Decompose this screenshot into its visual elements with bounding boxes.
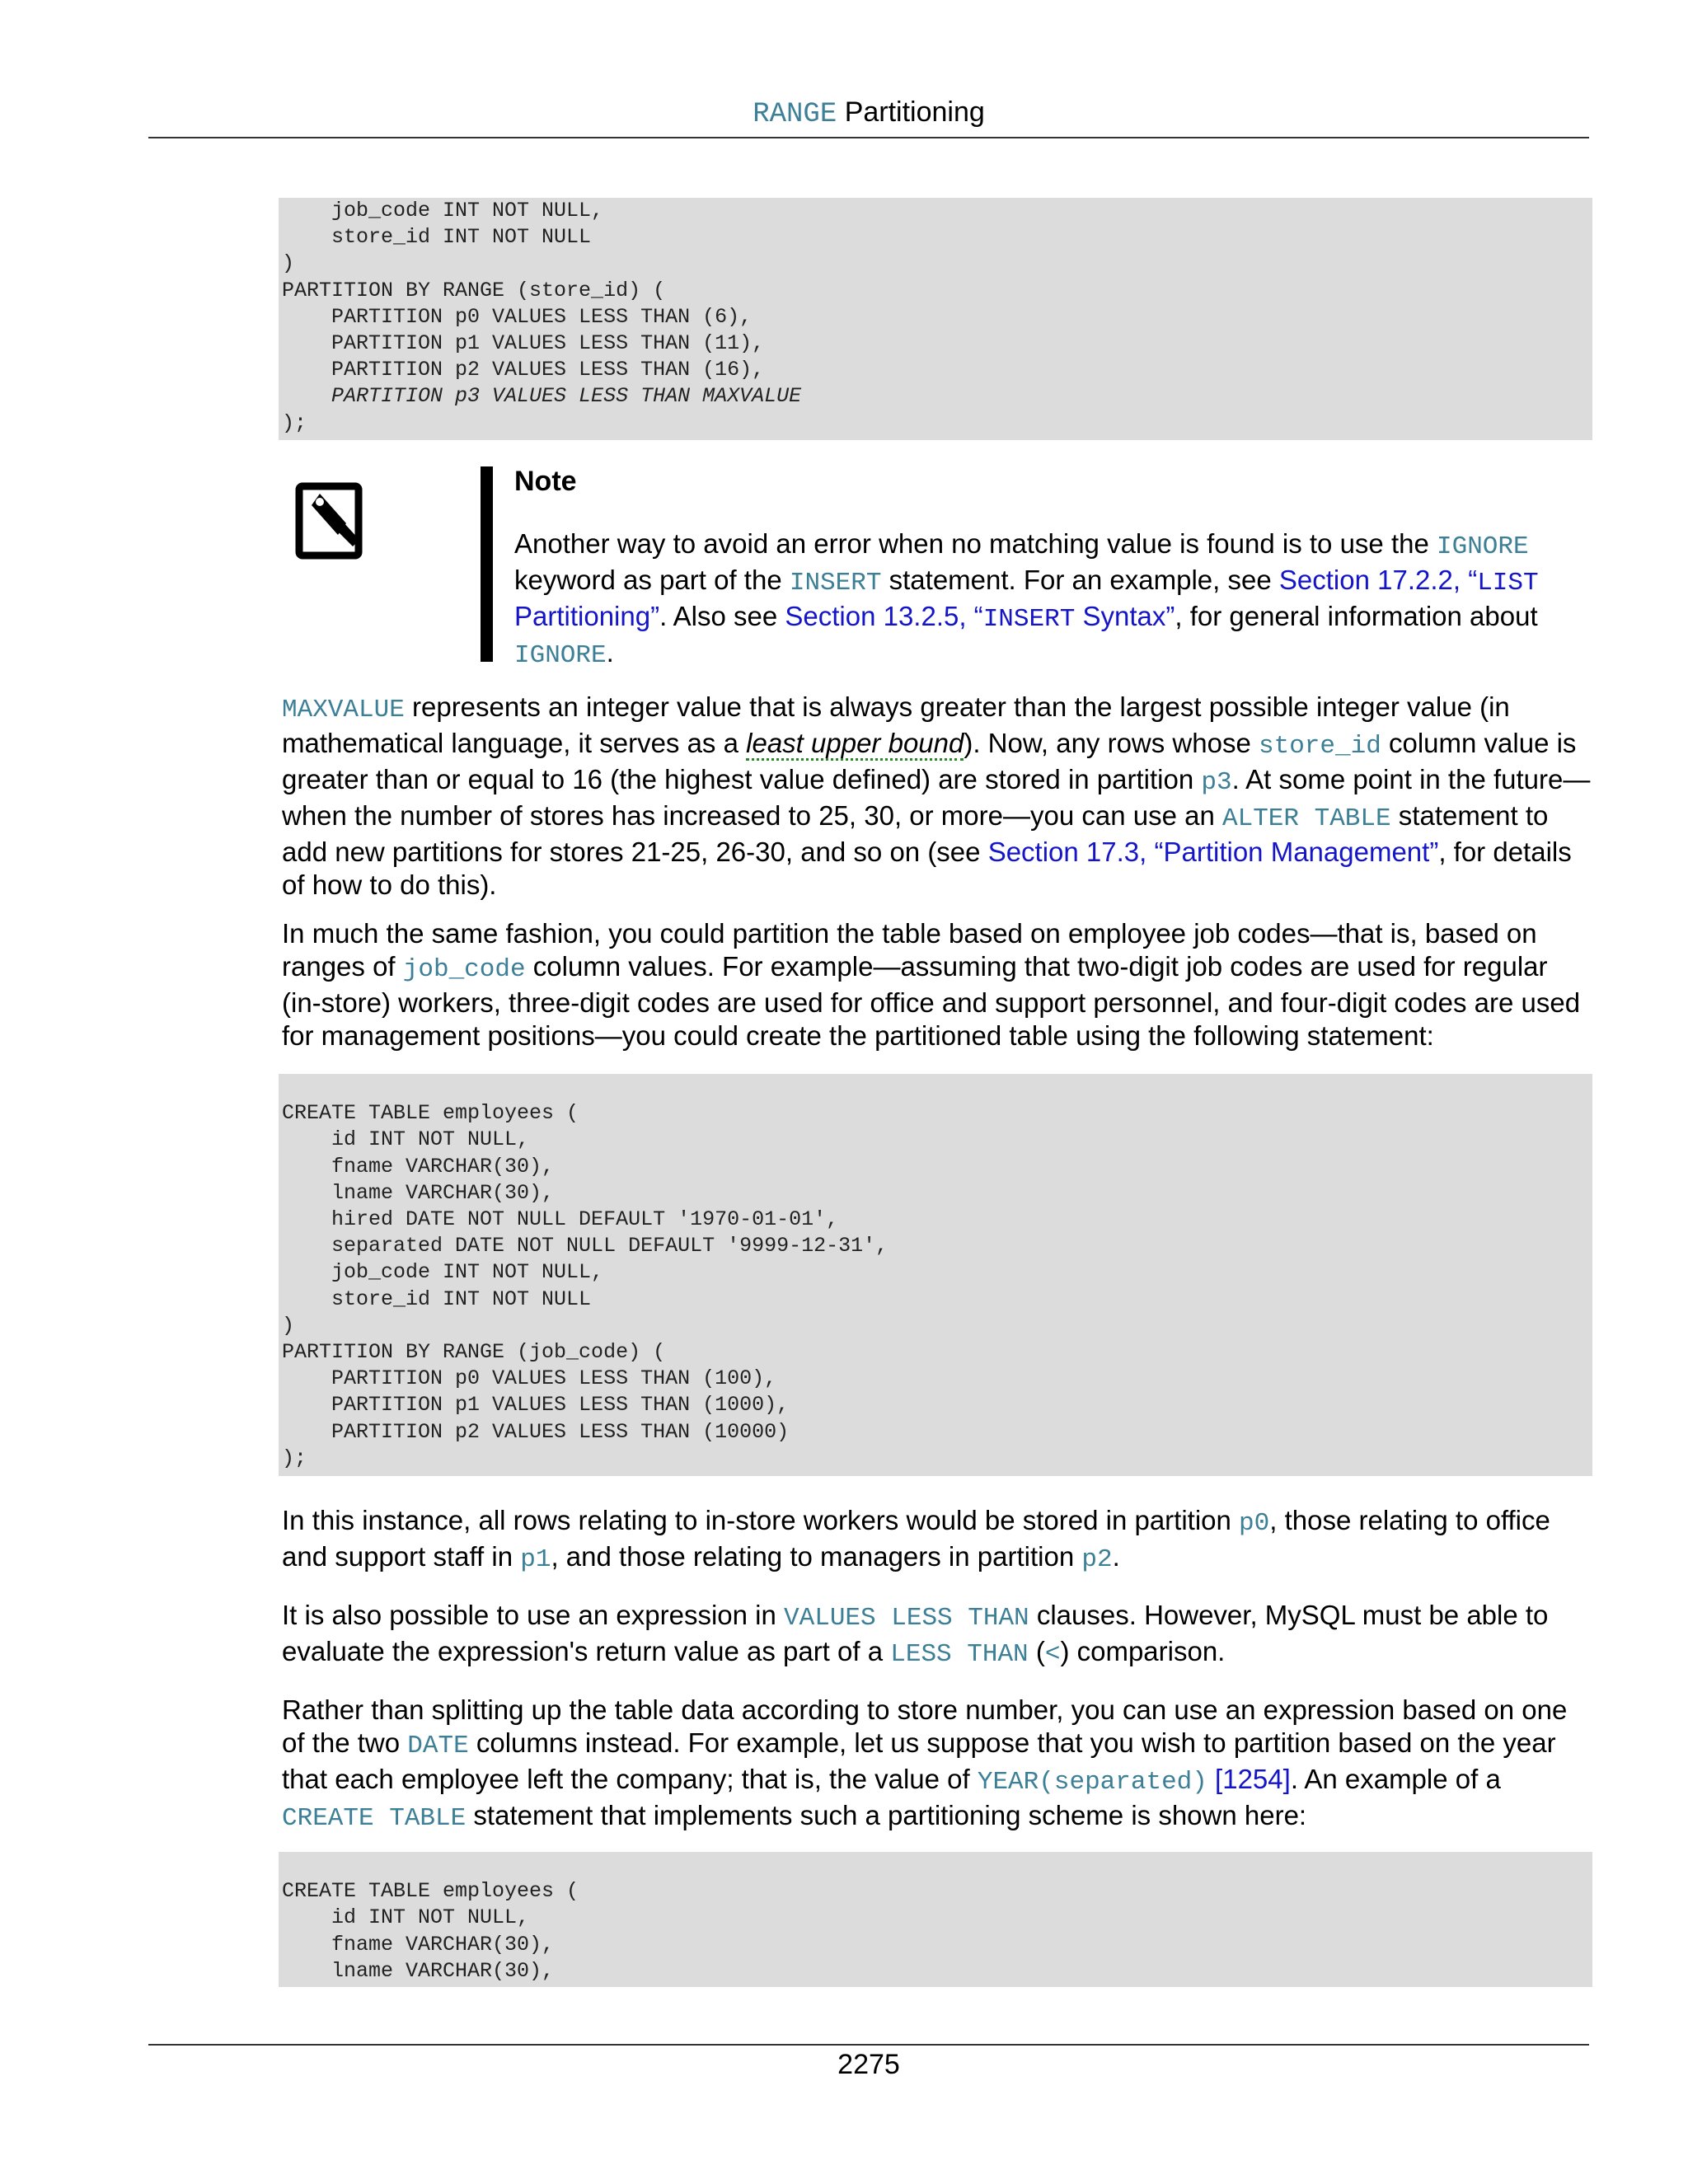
inline-code: MAXVALUE xyxy=(282,696,405,724)
footer-rule xyxy=(148,2044,1589,2046)
text: . xyxy=(1112,1541,1120,1572)
code-line: PARTITION p0 VALUES LESS THAN (6), xyxy=(282,304,753,329)
note-bar xyxy=(481,466,493,662)
text: , those relating to office and support staff in xyxy=(282,1505,1550,1572)
note-text: , for general information about xyxy=(1175,601,1538,631)
inline-code: LESS THAN xyxy=(890,1640,1029,1669)
link-section-17-3[interactable]: Section 17.3, “Partition Management” xyxy=(987,837,1439,867)
code-line: ) xyxy=(282,1313,295,1338)
inline-code: store_id xyxy=(1259,732,1381,761)
note-code: INSERT xyxy=(789,569,882,598)
inline-code: p2 xyxy=(1081,1545,1113,1574)
inline-code: CREATE TABLE xyxy=(282,1804,467,1833)
paragraph-instance xyxy=(282,1504,1592,1577)
text: . An example of a xyxy=(1290,1764,1501,1794)
note-code: IGNORE xyxy=(514,641,607,670)
text: In much the same fashion, you could partition the table based on employee job codes—that is, based on ranges of xyxy=(282,918,1537,982)
paragraph-date-columns xyxy=(282,1694,1592,1835)
paragraph-job-codes xyxy=(282,917,1592,1052)
link-text: Section 13.2.5, “ xyxy=(785,601,983,631)
text: In this instance, all rows relating to in-store workers would be stored in partition xyxy=(282,1505,1240,1535)
code-line: lname VARCHAR(30), xyxy=(282,1958,555,1983)
note-text: keyword as part of the xyxy=(514,565,790,595)
note-code: IGNORE xyxy=(1437,532,1529,561)
text: clauses. However, MySQL must be able to evaluate the expression's return value as part of a xyxy=(282,1600,1549,1666)
inline-code: YEAR(separated) xyxy=(977,1768,1207,1797)
header-rule xyxy=(148,137,1589,138)
code-block-2 xyxy=(279,1074,1592,1476)
code-line: ); xyxy=(282,1446,307,1470)
paragraph-maxvalue xyxy=(282,691,1592,902)
text: represents an integer value that is always greater than the largest possible integer value (in mathematical language, it serves as a xyxy=(282,691,1510,758)
link-section-13-2-5[interactable] xyxy=(785,601,1175,634)
inline-code: p0 xyxy=(1239,1509,1270,1538)
note-body xyxy=(514,527,1586,673)
text: It is also possible to use an expression in xyxy=(282,1600,785,1630)
code-block-1 xyxy=(279,198,1592,440)
code-line xyxy=(282,1074,1592,1100)
code-line: fname VARCHAR(30), xyxy=(282,1154,555,1179)
text: , for details of how to do this). xyxy=(282,837,1572,900)
text: column value is greater than or equal to 16 (the highest value defined) are stored in partition xyxy=(282,728,1577,794)
code-line: job_code INT NOT NULL, xyxy=(282,199,604,223)
code-line: store_id INT NOT NULL xyxy=(282,225,592,250)
link-code: INSERT xyxy=(982,605,1076,634)
text: ( xyxy=(1028,1636,1045,1666)
link-code: LIST xyxy=(1477,569,1539,598)
code-line: CREATE TABLE employees ( xyxy=(282,1101,579,1126)
code-line: separated DATE NOT NULL DEFAULT '9999-12-31', xyxy=(282,1234,889,1258)
page-number: 2275 xyxy=(837,2049,900,2080)
note-text: . Also see xyxy=(659,601,785,631)
code-line xyxy=(282,1852,1592,1878)
inline-code: p3 xyxy=(1201,768,1232,797)
note-text: Another way to avoid an error when no matching value is found is to use the xyxy=(514,528,1437,559)
code-line: PARTITION p2 VALUES LESS THAN (16), xyxy=(282,358,765,382)
header-code: RANGE xyxy=(753,99,837,130)
inline-code: DATE xyxy=(407,1732,469,1760)
code-line: ) xyxy=(282,251,295,276)
page-header xyxy=(148,96,1589,131)
code-line: PARTITION BY RANGE (job_code) ( xyxy=(282,1340,666,1365)
paragraph-expression xyxy=(282,1599,1592,1671)
code-line: fname VARCHAR(30), xyxy=(282,1932,555,1957)
text: statement to add new partitions for stores 21-25, 26-30, and so on (see xyxy=(282,800,1549,867)
code-line: ); xyxy=(282,410,307,435)
code-line: CREATE TABLE employees ( xyxy=(282,1879,579,1904)
note-text: . xyxy=(606,637,614,668)
text: , and those relating to managers in partition xyxy=(551,1541,1082,1572)
code-line: lname VARCHAR(30), xyxy=(282,1180,555,1205)
link-text: Section 17.2.2, “ xyxy=(1278,565,1478,595)
inline-code: ALTER TABLE xyxy=(1221,804,1391,833)
link-1254[interactable]: [1254] xyxy=(1207,1764,1291,1794)
text: ). Now, any rows whose xyxy=(964,728,1259,758)
text: columns instead. For example, let us suppose that you wish to partition based on the year that each employee left the company; that is, the value of xyxy=(282,1727,1556,1794)
code-line: PARTITION p2 VALUES LESS THAN (10000) xyxy=(282,1419,790,1444)
header-title: Partitioning xyxy=(844,96,985,128)
inline-code: p1 xyxy=(520,1545,551,1574)
code-line: PARTITION p0 VALUES LESS THAN (100), xyxy=(282,1366,777,1391)
code-line: PARTITION p1 VALUES LESS THAN (11), xyxy=(282,331,765,356)
inline-code: job_code xyxy=(402,955,526,984)
code-block-3 xyxy=(279,1852,1592,1987)
code-line: id INT NOT NULL, xyxy=(282,1905,530,1930)
code-line: PARTITION p3 VALUES LESS THAN MAXVALUE xyxy=(282,384,802,409)
text: statement that implements such a partitioning scheme is shown here: xyxy=(466,1800,1307,1830)
link-text: Syntax” xyxy=(1075,601,1175,631)
text: . At some point in the future—when the number of stores has increased to 25, 30, or more—you can use an xyxy=(282,764,1591,831)
code-line: store_id INT NOT NULL xyxy=(282,1286,592,1311)
glossary-term[interactable]: least upper bound xyxy=(746,728,964,761)
note-title: Note xyxy=(514,466,577,497)
text: column values. For example—assuming that two-digit job codes are used for regular (in-store) workers, three-digit codes are used for office and support personnel, and four-digit codes are used for management positions—you could create the partitioned table using the following statement: xyxy=(282,951,1581,1051)
code-line: PARTITION p1 VALUES LESS THAN (1000), xyxy=(282,1393,790,1418)
note-text: statement. For an example, see xyxy=(881,565,1279,595)
inline-code: < xyxy=(1044,1640,1061,1669)
code-line: id INT NOT NULL, xyxy=(282,1127,530,1152)
text: Rather than splitting up the table data according to store number, you can use an expression based on one of the two xyxy=(282,1694,1568,1758)
note-icon xyxy=(295,482,366,560)
link-text: Partitioning” xyxy=(514,601,660,631)
code-line: hired DATE NOT NULL DEFAULT '1970-01-01', xyxy=(282,1207,839,1231)
code-line: PARTITION BY RANGE (store_id) ( xyxy=(282,278,666,302)
inline-code: VALUES LESS THAN xyxy=(784,1604,1029,1633)
code-line: job_code INT NOT NULL, xyxy=(282,1260,604,1285)
text: ) comparison. xyxy=(1060,1636,1226,1666)
